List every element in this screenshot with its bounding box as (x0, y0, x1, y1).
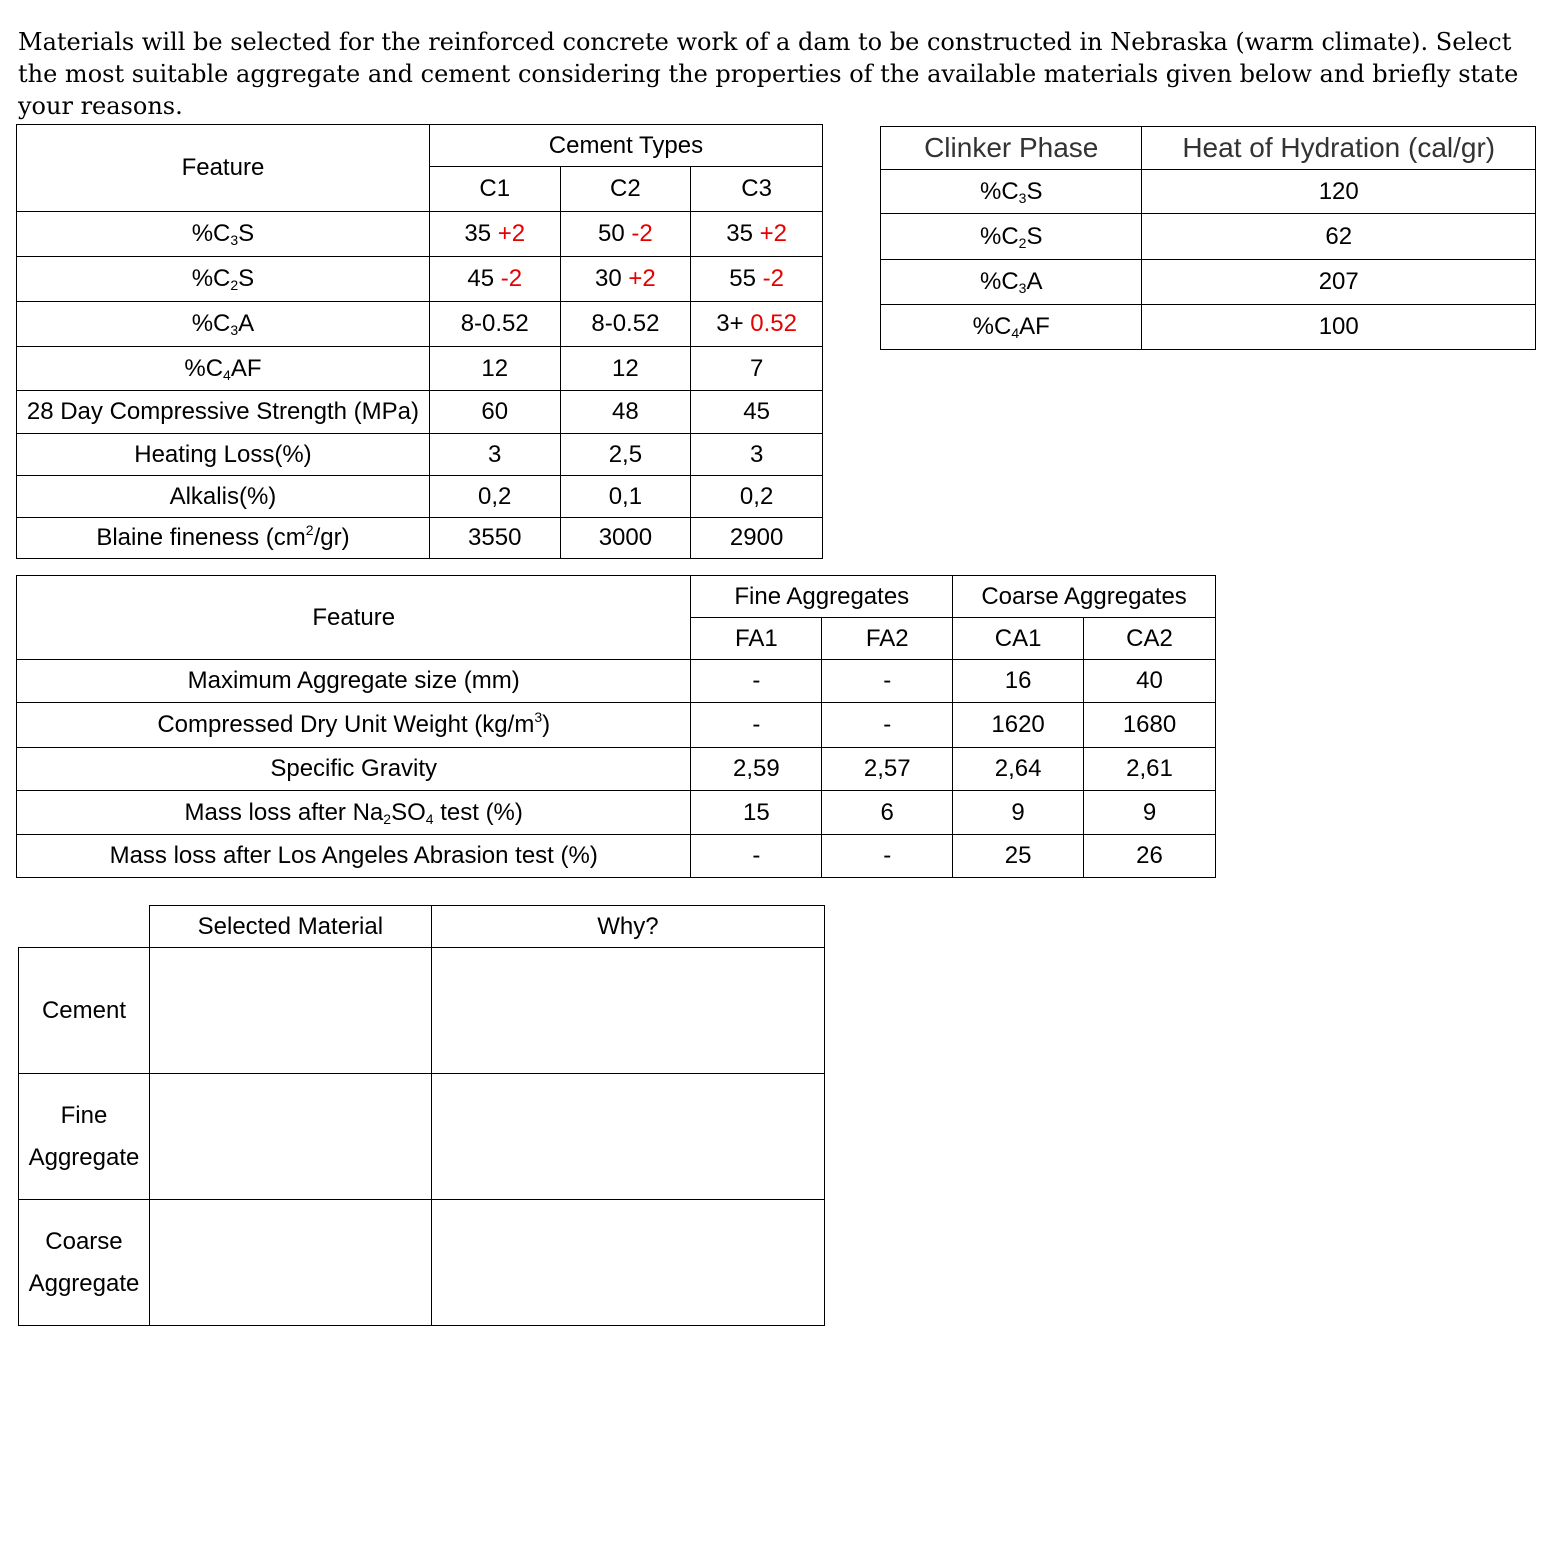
table-cell: 100 (1142, 305, 1536, 350)
table-cell: 15 (691, 791, 822, 835)
answer-row-label-cement: Cement (19, 948, 150, 1074)
question-text: Materials will be selected for the reinforced concrete work of a dam to be constructed in Nebraska (warm climate). Select the most suitable aggregate and cement considering the properties of the available materials given below and briefly state your reasons. (18, 28, 1519, 120)
row-label-na2so4: Mass loss after $Na_2SO_4$ test (%) (17, 791, 691, 835)
table-cell: 2,57 (822, 748, 953, 791)
table-cell: 40 (1084, 660, 1216, 703)
heat-of-hydration-header: Heat of Hydration (cal/gr) (1142, 127, 1536, 170)
table-cell: 3 (429, 434, 560, 476)
cement-feature-header: Feature (17, 125, 430, 212)
row-label-alkalis: Alkalis(%) (17, 476, 430, 518)
table-cell: 25 (953, 835, 1084, 878)
clinker-phase-c4af: $\%C_4AF$ (881, 305, 1142, 350)
why-cell[interactable] (431, 1074, 824, 1200)
table-cell: 7 (691, 347, 823, 391)
table-cell: 30 +2 (560, 257, 691, 302)
table-cell: 8-0.52 (429, 302, 560, 347)
table-cell: 60 (429, 391, 560, 434)
selected-material-cell[interactable] (149, 1200, 431, 1326)
subheader-ca1: CA1 (953, 618, 1084, 660)
answer-row-label-fine-aggregate: Fine Aggregate (19, 1074, 150, 1200)
subheader-fa1: FA1 (691, 618, 822, 660)
cement-types-header: Cement Types (429, 125, 822, 167)
table-cell: 8-0.52 (560, 302, 691, 347)
table-cell: 26 (1084, 835, 1216, 878)
table-cell: 3000 (560, 518, 691, 559)
table-cell: 2,5 (560, 434, 691, 476)
coarse-aggregates-header: Coarse Aggregates (953, 576, 1216, 618)
row-label-c3s: $\%C_3S$ (17, 212, 430, 257)
table-cell: 3550 (429, 518, 560, 559)
row-label-specific-gravity: Specific Gravity (17, 748, 691, 791)
row-label-blaine: Blaine fineness $(cm^2/gr)$ (17, 518, 430, 559)
empty-corner-cell (19, 906, 150, 948)
table-cell: 0,1 (560, 476, 691, 518)
cement-types-table (16, 124, 823, 559)
table-cell: 0,2 (691, 476, 823, 518)
cement-type-c2: C2 (560, 167, 691, 212)
table-cell: 9 (953, 791, 1084, 835)
table-cell: 0,2 (429, 476, 560, 518)
clinker-phase-c3s: $\%C_3S$ (881, 170, 1142, 214)
table-cell: 55 -2 (691, 257, 823, 302)
table-cell: - (691, 660, 822, 703)
row-label-c4af: $\%C_4AF$ (17, 347, 430, 391)
table-cell: 1680 (1084, 703, 1216, 748)
cement-type-c1: C1 (429, 167, 560, 212)
row-label-strength: 28 Day Compressive Strength (MPa) (17, 391, 430, 434)
clinker-heat-table (880, 126, 1536, 350)
table-cell: 12 (560, 347, 691, 391)
table-cell: - (691, 835, 822, 878)
selected-material-cell[interactable] (149, 948, 431, 1074)
row-label-max-size: Maximum Aggregate size (mm) (17, 660, 691, 703)
table-cell: - (822, 660, 953, 703)
table-cell: 2900 (691, 518, 823, 559)
why-cell[interactable] (431, 948, 824, 1074)
subheader-fa2: FA2 (822, 618, 953, 660)
table-cell: 3+ 0.52 (691, 302, 823, 347)
table-cell: 35 +2 (691, 212, 823, 257)
table-cell: 48 (560, 391, 691, 434)
table-cell: 45 -2 (429, 257, 560, 302)
table-cell: 12 (429, 347, 560, 391)
table-cell: 35 +2 (429, 212, 560, 257)
row-label-c3a: $\%C_3A$ (17, 302, 430, 347)
table-cell: 120 (1142, 170, 1536, 214)
clinker-phase-c2s: $\%C_2S$ (881, 214, 1142, 260)
table-cell: 9 (1084, 791, 1216, 835)
table-cell: 50 -2 (560, 212, 691, 257)
why-cell[interactable] (431, 1200, 824, 1326)
table-cell: 2,59 (691, 748, 822, 791)
answer-table (18, 905, 825, 1326)
table-cell: 6 (822, 791, 953, 835)
table-cell: 62 (1142, 214, 1536, 260)
table-cell: 207 (1142, 260, 1536, 305)
row-label-unit-weight: Compressed Dry Unit Weight $(kg/m^3)$ (17, 703, 691, 748)
table-cell: - (822, 703, 953, 748)
selected-material-header: Selected Material (149, 906, 431, 948)
table-cell: 3 (691, 434, 823, 476)
selected-material-cell[interactable] (149, 1074, 431, 1200)
aggregate-table (16, 575, 1216, 878)
clinker-phase-header: Clinker Phase (881, 127, 1142, 170)
row-label-heating-loss: Heating Loss(%) (17, 434, 430, 476)
aggregate-feature-header: Feature (17, 576, 691, 660)
why-header: Why? (431, 906, 824, 948)
cement-type-c3: C3 (691, 167, 823, 212)
fine-aggregates-header: Fine Aggregates (691, 576, 953, 618)
clinker-phase-c3a: $\%C_3A$ (881, 260, 1142, 305)
table-cell: 2,61 (1084, 748, 1216, 791)
table-cell: - (691, 703, 822, 748)
table-cell: 2,64 (953, 748, 1084, 791)
row-label-los-angeles: Mass loss after Los Angeles Abrasion test (%) (17, 835, 691, 878)
row-label-c2s: $\%C_2S$ (17, 257, 430, 302)
table-cell: - (822, 835, 953, 878)
table-cell: 45 (691, 391, 823, 434)
table-cell: 16 (953, 660, 1084, 703)
subheader-ca2: CA2 (1084, 618, 1216, 660)
answer-row-label-coarse-aggregate: Coarse Aggregate (19, 1200, 150, 1326)
table-cell: 1620 (953, 703, 1084, 748)
